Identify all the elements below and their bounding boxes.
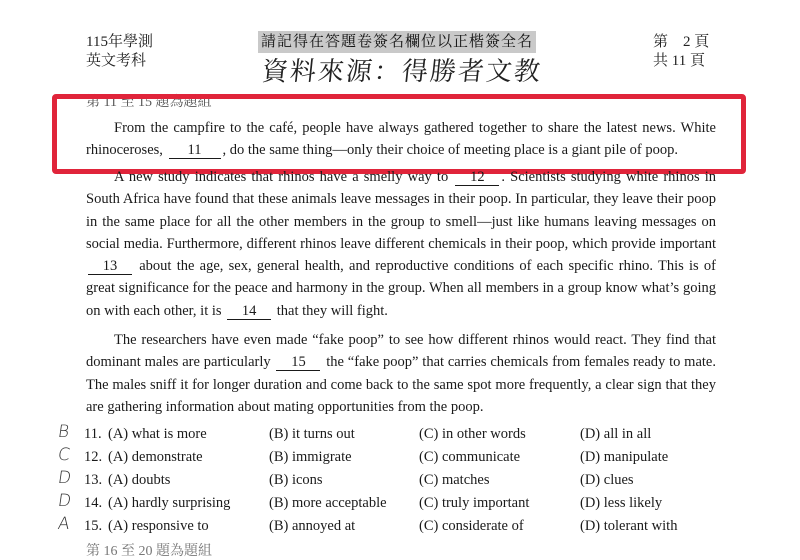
option-d: (D) tolerant with xyxy=(580,518,678,534)
p2-text-b: . Scientists studying white rhinos in South Africa have found that these animals leave messages in their poop. In particular, they leave their poop in the same place for all the other members in the group to smell—just like humans leaving messages on social media. Furthermore, different rhinos leave different chemicals in their poop, which provide important xyxy=(86,169,717,252)
option-c: (C) communicate xyxy=(419,449,521,465)
signature-notice: 請記得在答題卷簽名欄位以正楷簽全名 xyxy=(258,31,536,53)
question-number: 15. xyxy=(84,518,103,534)
exam-year: 115年學測 xyxy=(86,34,153,50)
option-b: (B) more acceptable xyxy=(269,495,387,511)
p3-text-b: the “fake poop” that carries chemicals from females ready to mate. The males sniff it for longer duration and come back to the same spot more frequently, a clear sign that they are gathering information about mating opportunities from the poop. xyxy=(86,354,716,415)
option-c: (C) matches xyxy=(419,472,490,488)
option-d: (D) less likely xyxy=(580,495,663,511)
option-b: (B) icons xyxy=(269,472,323,488)
highlight-box xyxy=(52,94,746,174)
question-number: 13. xyxy=(84,472,103,488)
passage-paragraph-3 xyxy=(86,329,716,418)
question-12 xyxy=(84,448,724,466)
option-b: (B) annoyed at xyxy=(269,518,356,534)
question-11 xyxy=(84,425,724,443)
section-label: 第 11 至 15 題為題組 xyxy=(86,95,212,110)
question-number: 11. xyxy=(84,426,102,442)
blank-14: 14 xyxy=(227,303,271,320)
question-14 xyxy=(84,494,724,512)
answer-mark-14: D xyxy=(56,491,73,511)
p1-text-a: From the campfire to the café, people have always gathered together to share the latest news. White rhinoceroses, xyxy=(86,120,716,159)
source-handwriting: 資料來源：得勝者文教 xyxy=(260,57,544,87)
answer-mark-13: D xyxy=(56,468,73,488)
option-d: (D) clues xyxy=(580,472,634,488)
next-section-label: 第 16 至 20 題為題組 xyxy=(86,544,212,559)
option-a: (A) demonstrate xyxy=(108,449,203,465)
page-number: 第 2 頁 xyxy=(653,34,710,50)
p1-text-b: , do the same thing—only their choice of meeting place is a giant pile of poop. xyxy=(222,142,678,159)
option-b: (B) it turns out xyxy=(269,426,355,442)
option-d: (D) manipulate xyxy=(580,449,669,465)
blank-15: 15 xyxy=(276,354,320,371)
option-a: (A) hardly surprising xyxy=(108,495,231,511)
option-a: (A) what is more xyxy=(108,426,207,442)
question-15 xyxy=(84,517,724,535)
exam-subject: 英文考科 xyxy=(86,53,147,69)
question-13 xyxy=(84,471,724,489)
question-number: 14. xyxy=(84,495,103,511)
page-total: 共 11 頁 xyxy=(653,53,705,69)
blank-13: 13 xyxy=(88,258,132,275)
blank-12: 12 xyxy=(455,169,499,186)
passage-paragraph-2 xyxy=(86,166,716,322)
option-a: (A) doubts xyxy=(108,472,171,488)
option-c: (C) in other words xyxy=(419,426,526,442)
option-c: (C) truly important xyxy=(419,495,530,511)
option-d: (D) all in all xyxy=(580,426,652,442)
p2-text-d: that they will fight. xyxy=(276,302,388,319)
answer-mark-11: B xyxy=(56,422,71,442)
answer-mark-12: C xyxy=(56,445,72,465)
question-number: 12. xyxy=(84,449,103,465)
option-c: (C) considerate of xyxy=(419,518,524,534)
p3-text-a: The researchers have even made “fake poop” to see how different rhinos would react. They find that dominant males are particularly xyxy=(86,332,716,371)
p2-text-a: A new study indicates that rhinos have a smelly way to xyxy=(114,169,449,185)
option-a: (A) responsive to xyxy=(108,518,209,534)
p2-text-c: about the age, sex, general health, and reproductive conditions of each specific rhino. This is of great significance for the peace and harmony in the group. When all members in a group know what’s going on with each other, it is xyxy=(86,258,716,319)
option-b: (B) immigrate xyxy=(269,449,352,465)
answer-mark-15: A xyxy=(56,514,72,534)
blank-11: 11 xyxy=(169,142,221,159)
